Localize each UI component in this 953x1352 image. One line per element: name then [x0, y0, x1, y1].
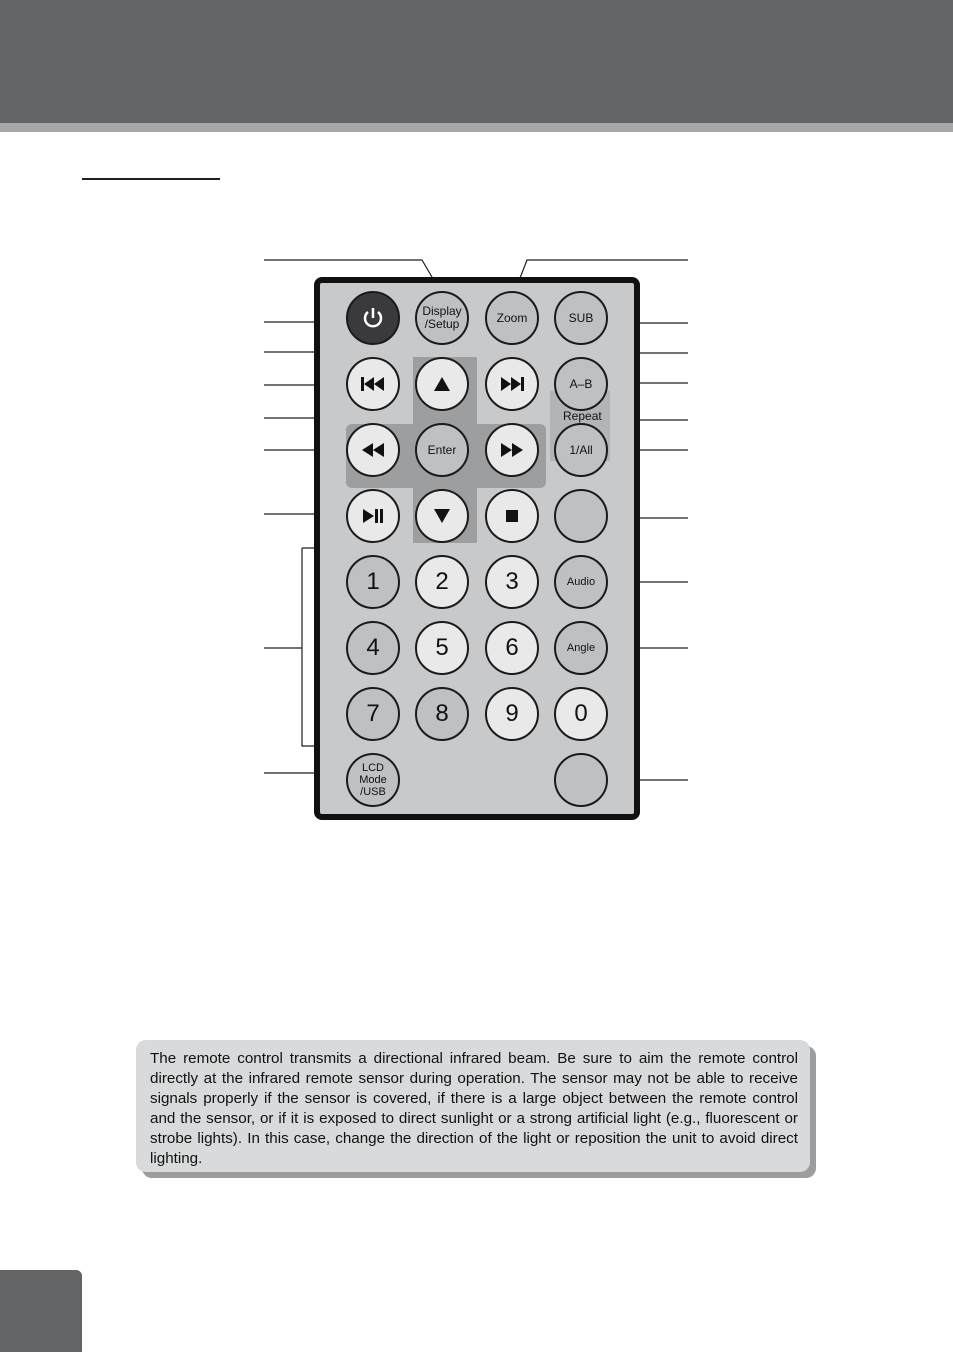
zoom-button[interactable]	[485, 291, 539, 345]
digit-3-button[interactable]	[485, 555, 539, 609]
digit-label: 6	[505, 634, 519, 661]
ab-label: A–B	[569, 376, 593, 391]
digit-5-button[interactable]	[415, 621, 469, 675]
digit-0-button[interactable]	[554, 687, 608, 741]
stop-button[interactable]	[485, 489, 539, 543]
digit-label: 0	[574, 700, 588, 727]
display-setup-button[interactable]	[415, 291, 469, 345]
skip-previous-icon	[359, 375, 387, 393]
infrared-note	[136, 1040, 810, 1172]
zoom-label: Zoom	[496, 310, 528, 325]
enter-label: Enter	[427, 442, 457, 457]
digit-8-button[interactable]	[415, 687, 469, 741]
angle-label: Angle	[566, 642, 596, 654]
lcd-mode-usb-button[interactable]	[346, 753, 400, 807]
one-all-label: 1/All	[569, 442, 593, 457]
digit-9-button[interactable]	[485, 687, 539, 741]
page-corner-tab	[0, 1270, 82, 1352]
stop-icon	[505, 509, 519, 523]
previous-button[interactable]	[346, 357, 400, 411]
digit-4-button[interactable]	[346, 621, 400, 675]
arrow-down-icon	[433, 508, 451, 524]
bottom-unlabeled-button[interactable]	[554, 753, 608, 807]
digit-2-button[interactable]	[415, 555, 469, 609]
play-pause-icon	[360, 507, 386, 525]
power-button[interactable]	[346, 291, 400, 345]
down-button[interactable]	[415, 489, 469, 543]
sub-label: SUB	[568, 310, 594, 325]
next-button[interactable]	[485, 357, 539, 411]
up-button[interactable]	[415, 357, 469, 411]
fast-forward-button[interactable]	[485, 423, 539, 477]
digit-label: 8	[435, 700, 449, 727]
angle-button[interactable]	[554, 621, 608, 675]
digit-label: 4	[366, 634, 380, 661]
digit-6-button[interactable]	[485, 621, 539, 675]
lcd-mode-usb-label: LCD Mode /USB	[359, 762, 387, 798]
audio-button[interactable]	[554, 555, 608, 609]
digit-label: 1	[366, 568, 380, 595]
arrow-up-icon	[433, 376, 451, 392]
rewind-icon	[359, 441, 387, 459]
repeat-one-all-button[interactable]	[554, 423, 608, 477]
digit-label: 9	[505, 700, 519, 727]
repeat-label: Repeat	[563, 409, 602, 423]
digit-1-button[interactable]	[346, 555, 400, 609]
power-icon	[360, 305, 386, 331]
play-pause-button[interactable]	[346, 489, 400, 543]
audio-label: Audio	[566, 576, 596, 588]
digit-label: 7	[366, 700, 380, 727]
unlabeled-button[interactable]	[554, 489, 608, 543]
digit-label: 3	[505, 568, 519, 595]
digit-7-button[interactable]	[346, 687, 400, 741]
skip-next-icon	[498, 375, 526, 393]
display-setup-label: Display /Setup	[422, 304, 462, 331]
fast-forward-icon	[498, 441, 526, 459]
infrared-note-text: The remote control transmits a directional infrared beam. Be sure to aim the remote control directly at the infrared remote sensor during operation. The sensor may not be able to receive signals properly if the sensor is covered, if there is a large object between the remote control and the sensor, or if it is exposed to direct sunlight or a strong artificial light (e.g., fluorescent or strobe lights). In this case, change the direction of the light or reposition the unit to avoid direct lighting.	[150, 1050, 798, 1167]
enter-button[interactable]	[415, 423, 469, 477]
rewind-button[interactable]	[346, 423, 400, 477]
sub-button[interactable]	[554, 291, 608, 345]
digit-label: 5	[435, 634, 449, 661]
ab-repeat-button[interactable]	[554, 357, 608, 411]
digit-label: 2	[435, 568, 449, 595]
